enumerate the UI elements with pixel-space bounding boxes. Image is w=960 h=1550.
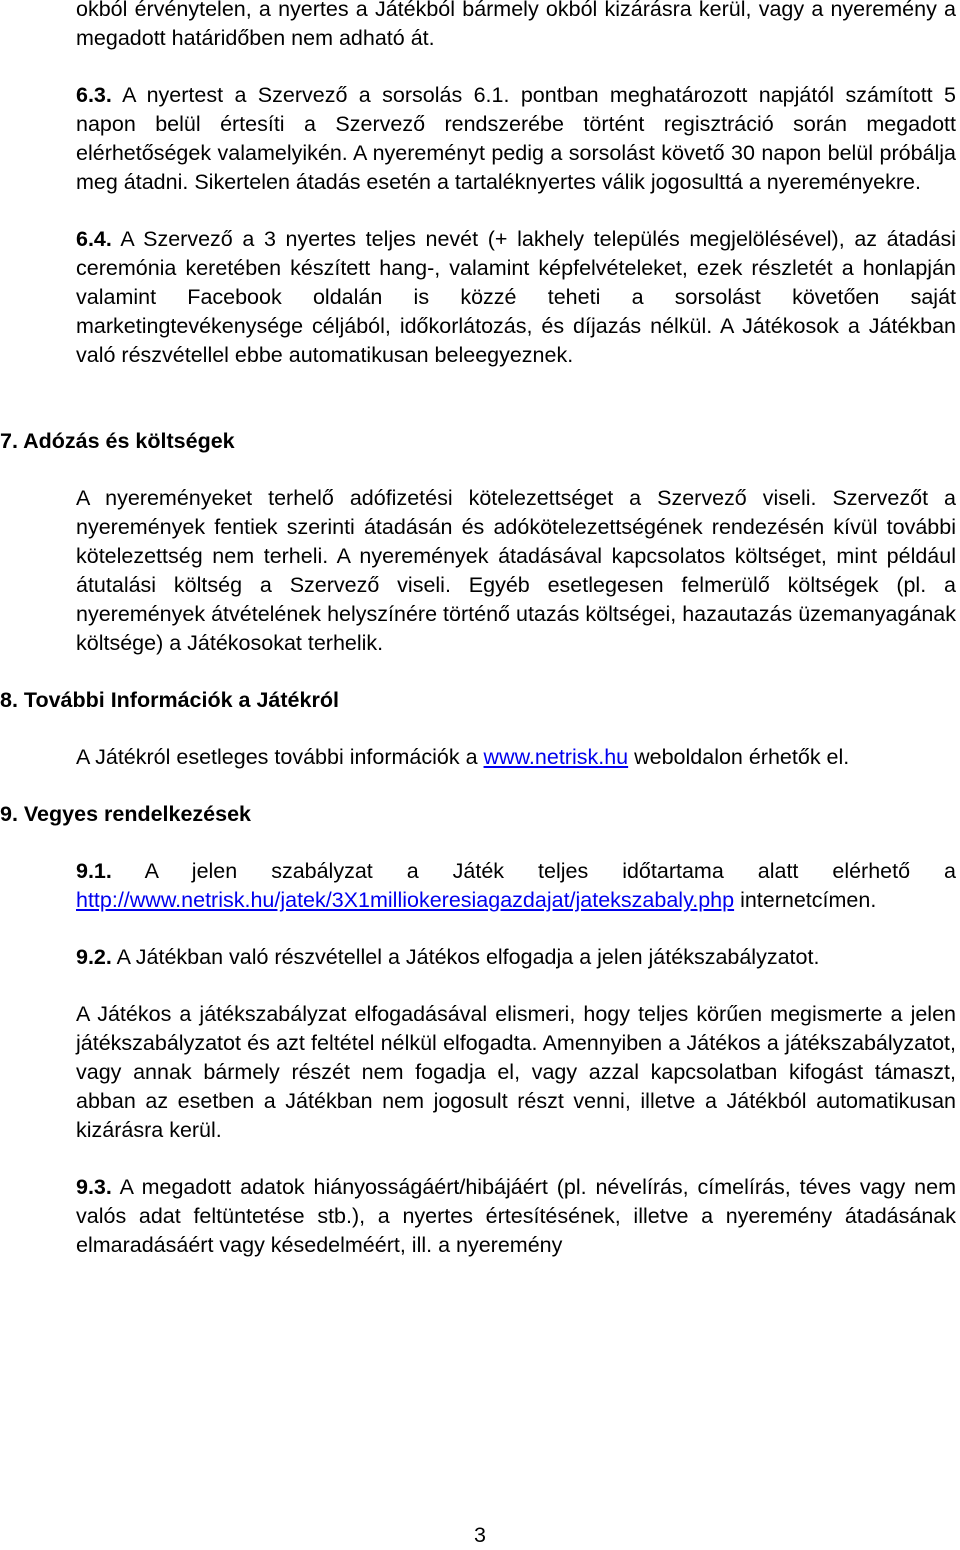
page-number: 3 — [474, 1523, 486, 1547]
heading-section-7: 7. Adózás és költségek — [0, 429, 235, 453]
section-number-9-3: 9.3. — [76, 1175, 112, 1199]
section-number-6-3: 6.3. — [76, 83, 112, 107]
paragraph-6-4-text: A Szervező a 3 nyertes teljes nevét (+ lakhely település megjelölésével), az átadási ceremónia keretében készített hang-, valamint képfelvételeket, ezek részletét a honlapján valamint Facebook oldalán is közzé teheti a sorsolást követően saját marketingtevékenysége céljából, időkorlátozás, és díjazás nélkül. A Játékosok a Játékban való részvétellel ebbe automatikusan beleegyeznek. — [76, 227, 956, 367]
paragraph-section-8-text-after: weboldalon érhetők el. — [628, 745, 850, 769]
paragraph-6-3 — [76, 81, 956, 197]
paragraph-9-1-text-after: internetcímen. — [734, 888, 877, 912]
paragraph-9-3 — [76, 1173, 956, 1260]
section-number-6-4: 6.4. — [76, 227, 112, 251]
paragraph-section-7: A nyereményeket terhelő adófizetési kötelezettséget a Szervező viseli. Szervezőt a nyeremények fentiek szerinti átadásán és adókötelezettségének rendezésén kívül további kötelezettség nem terheli. A nyeremények átadásával kapcsolatos költséget, mint például átutalási költség a Szervező viseli. Egyéb esetlegesen felmerülő költségek (pl. a nyeremények átvételének helyszínére történő utazás költségei, hazautazás üzemanyagának költsége) a Játékosokat terhelik. — [76, 486, 956, 655]
heading-section-8: 8. További Információk a Játékról — [0, 688, 339, 712]
paragraph-section-8 — [76, 743, 956, 772]
paragraph-9-2-acceptance: A Játékos a játékszabályzat elfogadásával elismeri, hogy teljes körűen megismerte a jelen játékszabályzatot és azt feltétel nélkül elfogadta. Amennyiben a Játékos a játékszabályzatot, vagy annak bármely részét nem fogadja el, vagy azzal kapcsolatban kifogást támaszt, abban az esetben a Játékban nem jogosult részt venni, illetve a Játékból automatikusan kizárásra kerül. — [76, 1002, 956, 1142]
paragraph-6-3-text: A nyertest a Szervező a sorsolás 6.1. pontban meghatározott napjától számított 5 napon belül értesíti a Szervező rendszerébe történt regisztráció során megadott elérhetőségek valamelyikén. A nyereményt pedig a sorsolást követő 30 napon belül próbálja meg átadni. Sikertelen átadás esetén a tartaléknyertes válik jogosulttá a nyereményekre. — [76, 83, 956, 194]
rules-link[interactable]: http://www.netrisk.hu/jatek/3X1milliokeresiagazdajat/jatekszabaly.php — [76, 888, 735, 912]
paragraph-6-2-tail: okból érvénytelen, a nyertes a Játékból bármely okból kizárásra kerül, vagy a nyeremény a megadott határidőben nem adható át. — [76, 0, 956, 50]
paragraph-9-2 — [76, 943, 956, 972]
section-number-9-2: 9.2. — [76, 945, 112, 969]
netrisk-link[interactable]: www.netrisk.hu — [483, 745, 629, 769]
paragraph-section-8-text: A Játékról esetleges további információk a — [76, 745, 484, 769]
paragraph-9-1 — [76, 857, 956, 915]
section-number-9-1: 9.1. — [76, 859, 112, 883]
paragraph-9-1-text: A jelen szabályzat a Játék teljes időtartama alatt elérhető a — [111, 859, 956, 883]
paragraph-6-4 — [76, 225, 956, 370]
paragraph-9-3-text: A megadott adatok hiányosságáért/hibájáért (pl. névelírás, címelírás, téves vagy nem valós adat feltüntetése stb.), a nyertes értesítésének, illetve a nyeremény átadásának elmaradásáért vagy késedelméért, ill. a nyeremény — [76, 1175, 956, 1257]
paragraph-9-2-text: A Játékban való részvétellel a Játékos elfogadja a jelen játékszabályzatot. — [111, 945, 820, 969]
heading-section-9: 9. Vegyes rendelkezések — [0, 802, 252, 826]
